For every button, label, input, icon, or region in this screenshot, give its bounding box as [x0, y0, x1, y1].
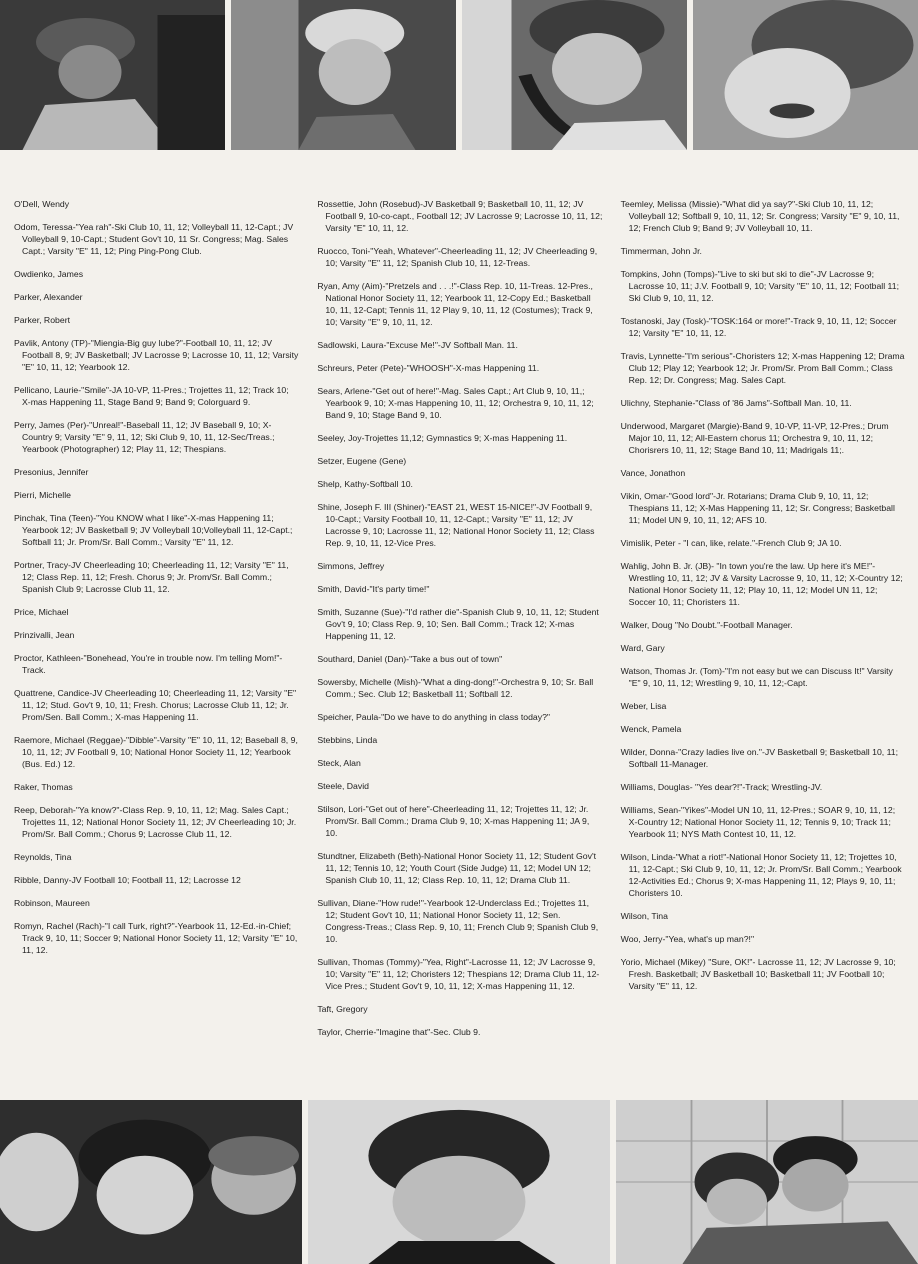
column-right [621, 198, 906, 1049]
entry: Setzer, Eugene (Gene) [317, 456, 407, 466]
entry: Southard, Daniel (Dan)-"Take a bus out of town" [317, 654, 503, 664]
entry: Wahlig, John B. Jr. (JB)- "In town you're the law. Up here it's ME!"-Wrestling 10, 11, 12; JV & Varsity Lacrosse 9, 10, 11, 12; X-Country 12; National Honor Society 11, 12; Play 10, 11, 12; Model UN 11, 12; Soccer 10, 11; Choristers 11. [620, 561, 903, 607]
entry: Timmerman, John Jr. [620, 246, 702, 256]
photo-girl-telephone [462, 0, 687, 150]
entry: Ryan, Amy (Aim)-"Pretzels and . . .!"-Class Rep. 10, 11-Treas. 12-Pres., National Honor Society 11, 12; Yearbook 11, 12-Copy Ed.; Basketball 10, 11, 12-Capt; Tennis 11, 12 Play 9, 10, 11, 12 (Costumes); Track 9, 10; Varsity "E" 9, 10, 11, 12. [317, 281, 593, 327]
column-middle [317, 198, 602, 1049]
entry: Teemley, Melissa (Missie)-"What did ya say?"-Ski Club 10, 11, 12; Volleyball 12; Softball 9, 10, 11, 12; Sr. Congress; Varsity "E" 9, 10, 11, 12; French Club 9; Band 9; JV Volleyball 10, 11. [620, 199, 900, 233]
senior-listing [14, 198, 906, 1049]
entry: Williams, Douglas- "Yes dear?!"-Track; Wrestling-JV. [620, 782, 823, 792]
entry: Vimislik, Peter - "I can, like, relate."-French Club 9; JA 10. [620, 538, 842, 548]
entry: Walker, Doug "No Doubt."-Football Manager. [620, 620, 793, 630]
top-photo-band [0, 0, 918, 150]
column-left [14, 198, 299, 1049]
entry: Raemore, Michael (Reggae)-"Dibble"-Varsity "E" 10, 11, 12; Baseball 8, 9, 10, 11, 12; JV Football 9, 10; National Honor Society 11, 12; Yearbook (Bus. Ed.) 12. [14, 735, 298, 769]
photo-blond-boy [231, 0, 456, 150]
entry: Robinson, Maureen [14, 898, 90, 908]
entry: Rossettie, John (Rosebud)-JV Basketball 9; Basketball 10, 11, 12; JV Football 9, 10-co-capt., Football 12; JV Lacrosse 9; Lacrosse 10, 11, 12; Varsity "E" 10, 11, 12. [317, 199, 603, 233]
entry: Owdienko, James [14, 269, 84, 279]
entry: Vance, Jonathon [620, 468, 686, 478]
photo-dark-haired-girl [308, 1100, 610, 1264]
entry: Sowersby, Michelle (Mish)-"What a ding-dong!"-Orchestra 9, 10; Sr. Ball Comm.; Sec. Club 12; Basketball 11; Softball 12. [317, 677, 594, 699]
entry: Vikin, Omar-"Good lord"-Jr. Rotarians; Drama Club 9, 10, 11, 12; Thespians 11, 12; X-Mas Happening 11, 12; Sr. Congress; Basketball 11; Model UN 9, 10, 11, 12; AFS 10. [620, 491, 895, 525]
entry: Sullivan, Thomas (Tommy)-"Yea, Right"-Lacrosse 11, 12; JV Lacrosse 9, 10; Varsity "E" 11, 12; Choristers 12; Thespians 12; Drama Club 11, 12-Vice Pres.; Student Gov't 9, 10, 11, 12; X-mas Happening 11, 12. [317, 957, 600, 991]
entry: Ward, Gary [620, 643, 665, 653]
entry: Williams, Sean-"Yikes"-Model UN 10, 11, 12-Pres.; SOAR 9, 10, 11, 12; X-Country 12; National Honor Society 11, 12; Tennis 9, 10; Track 11; Yearbook 11; NYS Math Contest 10, 11, 12. [620, 805, 896, 839]
entry: Steele, David [317, 781, 369, 791]
entry: Shelp, Kathy-Softball 10. [317, 479, 413, 489]
entry: Stundtner, Elizabeth (Beth)-National Honor Society 11, 12; Student Gov't 11, 12; Tennis 10, 12; Youth Court (Side Judge) 11, 12; Model UN 12; Spanish Club 10, 11, 12; Class Rep. 10, 11, 12; Drama Club 11. [317, 851, 597, 885]
photo-couple-posing [616, 1100, 918, 1264]
entry: Sears, Arlene-"Get out of here!"-Mag. Sales Capt.; Art Club 9, 10, 11,; Yearbook 9, 10; X-mas Happening 10, 11, 12; Orchestra 9, 10, 11, 12; Band 9, 10; Stage Band 9, 10. [317, 386, 594, 420]
entry: Shine, Joseph F. III (Shiner)-"EAST 21, WEST 15-NICE!"-JV Football 9, 10-Capt.; Varsity Football 10, 11, 12-Capt.; Varsity "E" 11, 12; JV Lacrosse 9, 10; Lacrosse 11, 12; National Honor Society 11, 12; Class Rep. 9, 10, 11, 12-Vice Pres. [317, 502, 595, 548]
entry: Travis, Lynnette-"I'm serious"-Choristers 12; X-mas Happening 12; Drama Club 12; Play 12; Yearbook 12; Jr. Prom/Sr. Prom Ball Comm.; Class Rep. 12; Dr. Congress; Mag. Sales Capt. [620, 351, 905, 385]
entry: Stilson, Lori-"Get out of here"-Cheerleading 11, 12; Trojettes 11, 12; Jr. Prom/Sr. Ball Comm.; Drama Club 9, 10; X-mas Happening 11; JA 9, 10. [317, 804, 590, 838]
photo-three-students [0, 1100, 302, 1264]
entry: Schreurs, Peter (Pete)-"WHOOSH"-X-mas Happening 11. [317, 363, 540, 373]
entry: Raker, Thomas [14, 782, 73, 792]
entry: Pierri, Michelle [14, 490, 71, 500]
entry: Romyn, Rachel (Rach)-"I call Turk, right?"-Yearbook 11, 12-Ed.-in-Chief; Track 9, 10, 11; Soccer 9; National Honor Society 11, 12; Varsity "E" 10, 11, 12. [14, 921, 298, 955]
entry: Underwood, Margaret (Margie)-Band 9, 10-VP, 11-VP, 12-Pres.; Drum Major 10, 11, 12; All-Eastern chorus 11; Orchestra 9, 10, 11, 12; Chorisrers 10, 11, 12; Stage Band 10, 11; Madrigals 11;. [620, 421, 889, 455]
entry: Presonius, Jennifer [14, 467, 89, 477]
entry: Wilder, Donna-"Crazy ladies live on."-JV Basketball 9; Basketball 10, 11; Softball 11-Manager. [620, 747, 899, 769]
entry: Reynolds, Tina [14, 852, 72, 862]
entry: Smith, David-"It's party time!" [317, 584, 430, 594]
entry: Wenck, Pamela [620, 724, 682, 734]
entry: Taylor, Cherrie-"Imagine that"-Sec. Club 9. [317, 1027, 481, 1037]
entry: Quattrene, Candice-JV Cheerleading 10; Cheerleading 11, 12; Varsity "E" 11, 12; Stud. Gov't 9, 10, 11; Fresh. Chorus; Lacrosse Club 11, 12; Jr. Prom/Sen. Ball Comm.; X-mas Happening 11. [14, 688, 297, 722]
entry: Woo, Jerry-"Yea, what's up man?!" [620, 934, 755, 944]
photo-girl-laughing [693, 0, 918, 150]
entry: Smith, Suzanne (Sue)-"I'd rather die"-Spanish Club 9, 10, 11, 12; Student Gov't 9, 10; Class Rep. 9, 10; Sen. Ball Comm.; Track 12; X-mas Happening 11, 12. [317, 607, 599, 641]
entry: Tostanoski, Jay (Tosk)-"TOSK:164 or more!"-Track 9, 10, 11, 12; Soccer 12; Varsity "E" 10, 11, 12. [620, 316, 897, 338]
entry: Steck, Alan [317, 758, 361, 768]
entry: Pinchak, Tina (Teen)-"You KNOW what I like"-X-mas Happening 11; Yearbook 12; JV Basketball 9; JV Volleyball 10;Volleyball 11, 12-Capt.; Softball 11; Jr. Prom/Sr. Ball Comm.; Varsity "E" 11, 12. [14, 513, 293, 547]
entry: Weber, Lisa [620, 701, 667, 711]
entry: Reep, Deborah-"Ya know?"-Class Rep. 9, 10, 11, 12; Mag. Sales Capt.; Trojettes 11, 12; National Honor Society 11, 12; JV Cheerleading 10; Jr. Prom/Sr. Ball Comm.; Chorus 9; Lacrosse Club 11, 12. [14, 805, 297, 839]
entry: Watson, Thomas Jr. (Tom)-"I'm not easy but we can Discuss It!" Varsity "E" 9, 10, 11, 12; Wrestling 9, 10, 11, 12;-Capt. [620, 666, 893, 688]
entry: Tompkins, John (Tomps)-"Live to ski but ski to die"-JV Lacrosse 9; Lacrosse 10, 11; J.V. Football 9, 10; Varsity "E" 10, 11, 12; Football 11; Ski Club 9, 10, 11, 12. [620, 269, 899, 303]
entry: Wilson, Tina [620, 911, 668, 921]
entry: Stebbins, Linda [317, 735, 378, 745]
entry: Pellicano, Laurie-"Smile"-JA 10-VP, 11-Pres.; Trojettes 11, 12; Track 10; X-mas Happening 11, Stage Band 9; Band 9; Colorguard 9. [14, 385, 289, 407]
entry: Wilson, Linda-"What a riot!"-National Honor Society 11, 12; Trojettes 10, 11, 12-Capt.; Ski Club 9, 10, 11, 12; Jr. Prom/Sr. Ball Comm.; Yearbook 12-Activities Ed.; Chorus 9; X-mas Happening 11, 12; Plays 9, 10, 11; Choristers 10. [620, 852, 902, 898]
entry: O'Dell, Wendy [14, 199, 70, 209]
entry: Parker, Robert [14, 315, 71, 325]
entry: Simmons, Jeffrey [317, 561, 385, 571]
entry: Ribble, Danny-JV Football 10; Football 11, 12; Lacrosse 12 [14, 875, 241, 885]
entry: Ulichny, Stephanie-"Class of '86 Jams"-Softball Man. 10, 11. [620, 398, 852, 408]
entry: Speicher, Paula-"Do we have to do anything in class today?" [317, 712, 550, 722]
photo-girl-fur-hood [0, 0, 225, 150]
entry: Prinzivalli, Jean [14, 630, 75, 640]
entry: Portner, Tracy-JV Cheerleading 10; Cheerleading 11, 12; Varsity "E" 11, 12; Class Rep. 11, 12; Fresh. Chorus 9; Jr. Prom/Sr. Ball Comm.; Spanish Club 9; Lacrosse Club 11, 12. [14, 560, 289, 594]
entry: Price, Michael [14, 607, 69, 617]
entry: Seeley, Joy-Trojettes 11,12; Gymnastics 9; X-mas Happening 11. [317, 433, 568, 443]
entry: Yorio, Michael (Mikey) "Sure, OK!"- Lacrosse 11, 12; JV Lacrosse 9, 10; Fresh. Basketball; JV Basketball 10; Basketball 11; JV Football 10; Varsity "E" 11, 12. [620, 957, 896, 991]
entry: Odom, Teressa-"Yea rah"-Ski Club 10, 11, 12; Volleyball 11, 12-Capt.; JV Volleyball 9, 10-Capt.; Student Gov't 10, 11 Sr. Congress; Mag. Sales Capt.; Varsity "E" 11, 12; Ping Ping-Pong Club. [14, 222, 294, 256]
entry: Pavlik, Antony (TP)-"Miengia-Big guy lube?"-Football 10, 11, 12; JV Football 8, 9; JV Basketball; JV Lacrosse 9; Lacrosse 10, 11, 12; Varsity "E" 10, 11, 12; Yearbook 12. [14, 338, 299, 372]
entry: Proctor, Kathleen-"Bonehead, You're in trouble now. I'm telling Mom!"-Track. [14, 653, 283, 675]
entry: Taft, Gregory [317, 1004, 368, 1014]
entry: Parker, Alexander [14, 292, 83, 302]
entry: Perry, James (Per)-"Unreal!"-Baseball 11, 12; JV Baseball 9, 10; X-Country 9; Varsity "E" 9, 11, 12; Ski Club 9, 10, 11, 12-Sec/Treas.; Yearbook (Photographer) 12; Play 11, 12; Thespians. [14, 420, 275, 454]
entry: Sadlowski, Laura-"Excuse Me!"-JV Softball Man. 11. [317, 340, 518, 350]
entry: Sullivan, Diane-"How rude!"-Yearbook 12-Underclass Ed.; Trojettes 11, 12; Student Gov't 10, 11; National Honor Society 11, 12; Sen. Congress-Treas.; Class Rep. 9, 10, 11; French Club 9; Spanish Club 9, 10. [317, 898, 599, 944]
entry: Ruocco, Toni-"Yeah, Whatever"-Cheerleading 11, 12; JV Cheerleading 9, 10; Varsity "E" 11, 12; Spanish Club 10, 11, 12-Treas. [317, 246, 598, 268]
bottom-photo-band [0, 1100, 918, 1264]
